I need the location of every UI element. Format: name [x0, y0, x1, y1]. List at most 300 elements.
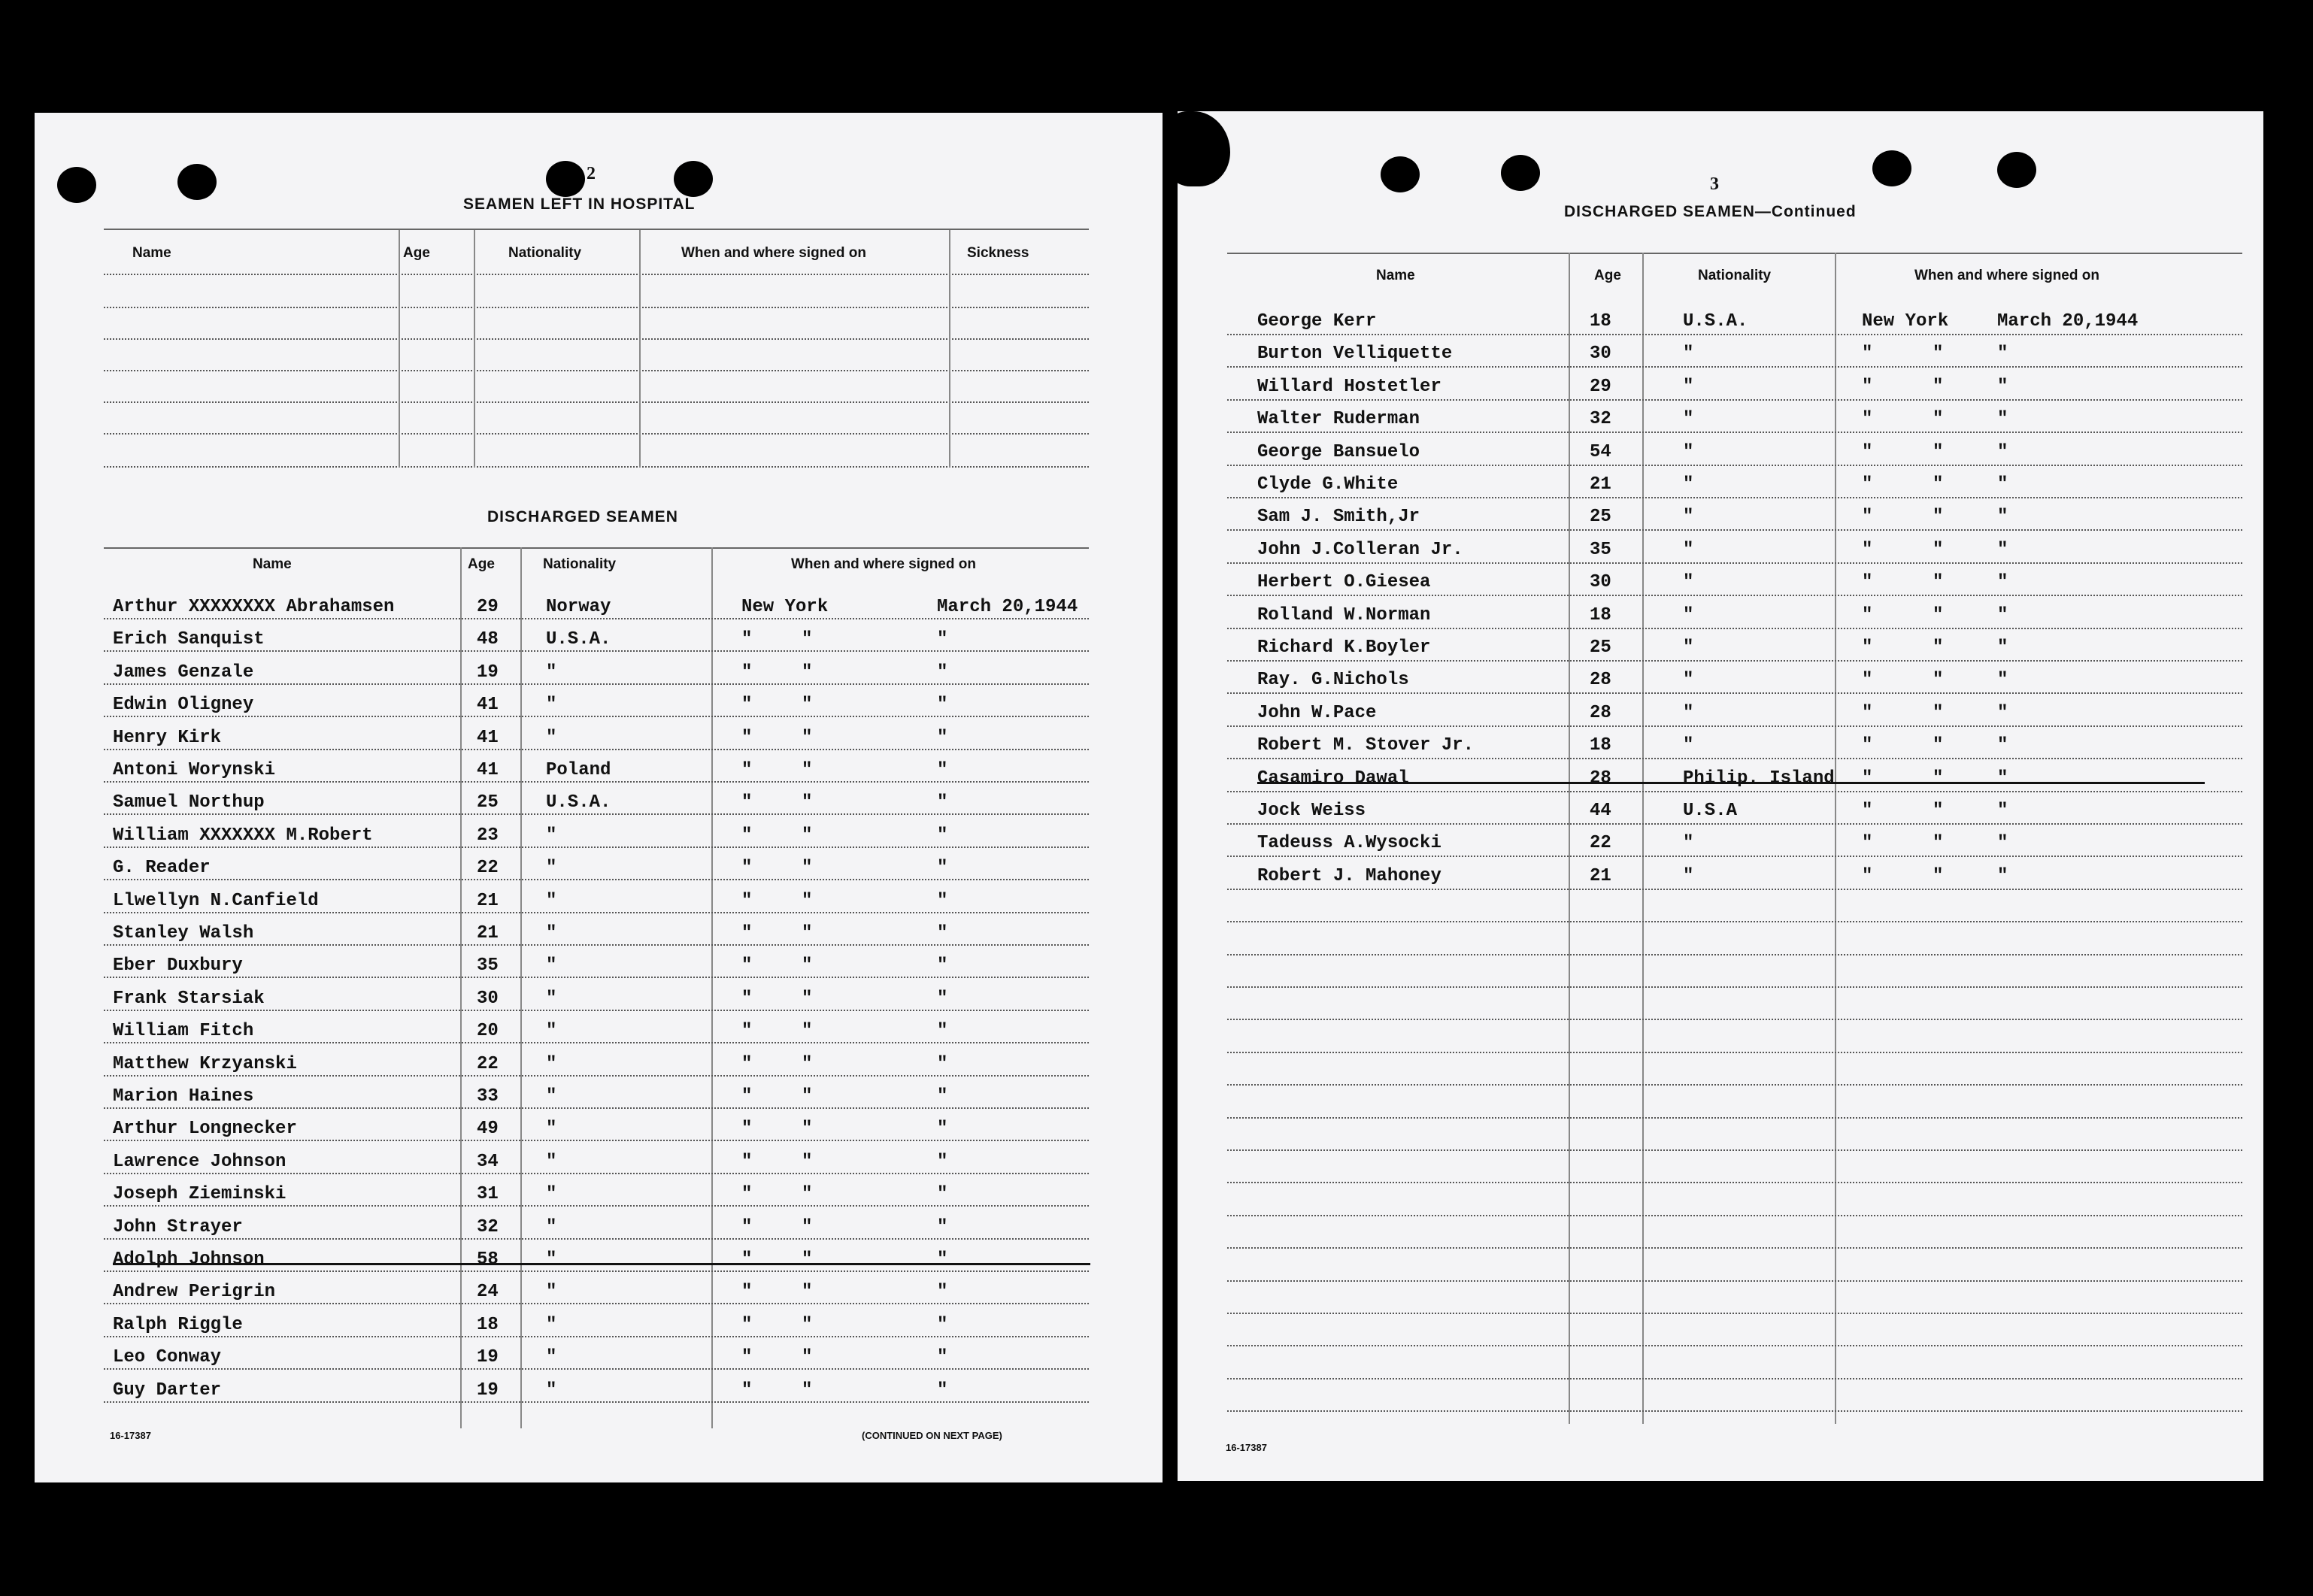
- seaman-nationality: U.S.A.: [1683, 311, 1748, 332]
- signed-on-place: ": [1862, 865, 1873, 886]
- seaman-nationality: ": [546, 662, 557, 683]
- table-rule: [104, 338, 1089, 340]
- seaman-name: Matthew Krzyanski: [113, 1053, 297, 1074]
- seaman-name: Jock Weiss: [1257, 801, 1366, 821]
- punch-hole: [57, 167, 96, 203]
- seaman-nationality: ": [546, 1216, 557, 1237]
- table-row: [1178, 308, 2242, 341]
- signed-on-date: ": [1997, 409, 2008, 430]
- signed-on-date: ": [1997, 768, 2008, 789]
- signed-on-place: ": [741, 988, 753, 1009]
- seaman-nationality: ": [1683, 637, 1694, 658]
- table-row: [35, 1149, 1089, 1182]
- table-row: [35, 757, 1089, 790]
- table-row: [1178, 439, 2242, 472]
- signed-on-place-ditto: ": [802, 858, 813, 879]
- discharged-continued-title: DISCHARGED SEAMEN—Continued: [1564, 203, 1857, 220]
- signed-on-date: ": [937, 1053, 948, 1074]
- column-divider: [474, 230, 475, 468]
- seaman-age: 19: [477, 662, 499, 683]
- table-row: [1178, 830, 2242, 863]
- seaman-nationality: ": [546, 955, 557, 977]
- table-row: [35, 1246, 1089, 1280]
- form-code: 16-17387: [110, 1430, 151, 1441]
- signed-on-place-ditto: ": [802, 1216, 813, 1237]
- seaman-name: Ray. G.Nichols: [1257, 670, 1409, 691]
- seaman-age: 58: [477, 1249, 499, 1270]
- seaman-name: Tadeuss A.Wysocki: [1257, 833, 1441, 854]
- table-row: [1178, 634, 2242, 668]
- seaman-name: Burton Velliquette: [1257, 344, 1453, 365]
- signed-on-place: ": [741, 695, 753, 716]
- seaman-nationality: ": [546, 1119, 557, 1140]
- signed-on-place-ditto: ": [1933, 441, 1944, 462]
- seaman-age: 54: [1590, 441, 1611, 462]
- seaman-age: 28: [1590, 670, 1611, 691]
- seaman-name: Llwellyn N.Canfield: [113, 890, 319, 911]
- table-rule: [104, 547, 1089, 549]
- punch-hole: [1872, 150, 1911, 186]
- signed-on-place: ": [741, 727, 753, 748]
- signed-on-place-ditto: ": [802, 760, 813, 780]
- signed-on-date: ": [937, 1249, 948, 1270]
- signed-on-date: ": [1997, 833, 2008, 854]
- signed-on-date: ": [937, 662, 948, 683]
- table-rule: [1227, 954, 2242, 955]
- signed-on-date: ": [937, 1086, 948, 1107]
- signed-on-place-ditto: ": [1933, 344, 1944, 365]
- table-row: [35, 1181, 1089, 1214]
- seaman-nationality: U.S.A.: [546, 792, 611, 813]
- table-row: [35, 626, 1089, 659]
- table-rule: [1227, 1410, 2242, 1412]
- seaman-name: James Genzale: [113, 662, 254, 683]
- seaman-nationality: ": [1683, 344, 1694, 365]
- seaman-name: Sam J. Smith,Jr: [1257, 507, 1420, 528]
- signed-on-place: ": [1862, 344, 1873, 365]
- signed-on-date: ": [937, 792, 948, 813]
- seaman-age: 30: [1590, 572, 1611, 593]
- signed-on-date: ": [937, 858, 948, 879]
- punch-hole: [546, 161, 585, 197]
- signed-on-place: ": [741, 1216, 753, 1237]
- signed-on-place: ": [741, 1314, 753, 1335]
- signed-on-date: ": [1997, 865, 2008, 886]
- seaman-name: Samuel Northup: [113, 792, 265, 813]
- seaman-name: G. Reader: [113, 858, 211, 879]
- signed-on-place-ditto: ": [1933, 507, 1944, 528]
- signed-on-place-ditto: ": [802, 629, 813, 650]
- seaman-name: Frank Starsiak: [113, 988, 265, 1009]
- seaman-age: 32: [477, 1216, 499, 1237]
- table-row: [35, 692, 1089, 725]
- seaman-nationality: ": [546, 923, 557, 943]
- signed-on-place: ": [741, 760, 753, 780]
- hospital-header-nationality: Nationality: [508, 245, 582, 261]
- seaman-age: 25: [1590, 507, 1611, 528]
- signed-on-place-ditto: ": [802, 1184, 813, 1205]
- table-row: [35, 659, 1089, 692]
- seaman-nationality: ": [546, 890, 557, 911]
- table-row: [35, 1214, 1089, 1247]
- signed-on-place: ": [741, 1119, 753, 1140]
- signed-on-place-ditto: ": [802, 923, 813, 943]
- table-rule: [1227, 1117, 2242, 1119]
- table-row: [35, 1344, 1089, 1377]
- seaman-age: 35: [477, 955, 499, 977]
- signed-on-place: New York: [741, 597, 829, 617]
- table-rule: [1227, 1247, 2242, 1249]
- seaman-name: Arthur Longnecker: [113, 1119, 297, 1140]
- seaman-name: Ralph Riggle: [113, 1314, 243, 1335]
- page-number: 2: [587, 164, 596, 183]
- seaman-age: 25: [1590, 637, 1611, 658]
- seaman-name: Casamiro Dawal: [1257, 768, 1409, 789]
- table-rule: [1227, 1215, 2242, 1216]
- signed-on-place: ": [741, 1184, 753, 1205]
- seaman-age: 19: [477, 1347, 499, 1368]
- signed-on-place-ditto: ": [1933, 637, 1944, 658]
- signed-on-place-ditto: ": [1933, 539, 1944, 560]
- table-row: [1178, 732, 2242, 765]
- signed-on-place-ditto: ": [802, 1347, 813, 1368]
- signed-on-place-ditto: ": [1933, 865, 1944, 886]
- seaman-age: 48: [477, 629, 499, 650]
- signed-on-place-ditto: ": [802, 1282, 813, 1303]
- table-row: [35, 952, 1089, 986]
- table-row: [35, 888, 1089, 921]
- signed-on-place: ": [1862, 409, 1873, 430]
- column-header-nationality: Nationality: [1698, 268, 1772, 283]
- signed-on-place-ditto: ": [1933, 572, 1944, 593]
- table-row: [1178, 341, 2242, 374]
- table-row: [35, 789, 1089, 822]
- seaman-nationality: U.S.A: [1683, 801, 1738, 821]
- signed-on-place: ": [741, 890, 753, 911]
- seaman-name: Arthur XXXXXXXX Abrahamsen: [113, 597, 395, 617]
- table-rule: [1227, 1345, 2242, 1346]
- seaman-name: Antoni Worynski: [113, 760, 276, 780]
- signed-on-place: ": [1862, 572, 1873, 593]
- signed-on-place: ": [1862, 441, 1873, 462]
- signed-on-place: ": [741, 662, 753, 683]
- seaman-age: 49: [477, 1119, 499, 1140]
- seaman-nationality: ": [546, 1151, 557, 1172]
- seaman-name: William Fitch: [113, 1021, 254, 1042]
- table-row: [35, 855, 1089, 888]
- table-row: [35, 920, 1089, 953]
- seaman-age: 28: [1590, 768, 1611, 789]
- signed-on-date: ": [1997, 801, 2008, 821]
- signed-on-place: ": [1862, 833, 1873, 854]
- seaman-nationality: ": [1683, 735, 1694, 756]
- seaman-nationality: ": [546, 1086, 557, 1107]
- seaman-nationality: ": [1683, 474, 1694, 495]
- table-rule: [1227, 1280, 2242, 1282]
- seaman-name: Henry Kirk: [113, 727, 222, 748]
- table-rule: [1227, 253, 2242, 254]
- seaman-nationality: ": [1683, 833, 1694, 854]
- column-header-age: Age: [468, 556, 495, 572]
- seaman-age: 44: [1590, 801, 1611, 821]
- table-rule: [1227, 1378, 2242, 1379]
- seaman-name: Edwin Oligney: [113, 695, 254, 716]
- seaman-age: 35: [1590, 539, 1611, 560]
- seaman-name: Robert M. Stover Jr.: [1257, 735, 1475, 756]
- signed-on-place-ditto: ": [802, 662, 813, 683]
- table-row: [1178, 374, 2242, 407]
- signed-on-place-ditto: ": [1933, 833, 1944, 854]
- signed-on-date: ": [937, 1184, 948, 1205]
- signed-on-date: ": [1997, 735, 2008, 756]
- signed-on-place-ditto: ": [802, 695, 813, 716]
- seaman-name: Eber Duxbury: [113, 955, 243, 977]
- seaman-age: 30: [1590, 344, 1611, 365]
- seaman-nationality: ": [546, 858, 557, 879]
- signed-on-place-ditto: ": [1933, 735, 1944, 756]
- signed-on-date: ": [937, 695, 948, 716]
- signed-on-place: ": [1862, 539, 1873, 560]
- signed-on-date: ": [937, 1216, 948, 1237]
- signed-on-date: ": [937, 760, 948, 780]
- signed-on-place: ": [741, 629, 753, 650]
- signed-on-date: ": [937, 1282, 948, 1303]
- signed-on-date: ": [1997, 604, 2008, 625]
- seaman-nationality: ": [546, 1053, 557, 1074]
- page-number: 3: [1710, 174, 1719, 194]
- signed-on-date: ": [1997, 539, 2008, 560]
- signed-on-place-ditto: ": [802, 1249, 813, 1270]
- signed-on-date: ": [937, 988, 948, 1009]
- table-row: [35, 1279, 1089, 1312]
- seaman-nationality: ": [546, 1282, 557, 1303]
- seaman-name: Clyde G.White: [1257, 474, 1399, 495]
- column-header-name: Name: [1376, 268, 1415, 283]
- table-row: [1178, 798, 2242, 831]
- seaman-age: 21: [1590, 474, 1611, 495]
- seaman-name: Herbert O.Giesea: [1257, 572, 1431, 593]
- table-rule: [104, 370, 1089, 371]
- signed-on-date: ": [937, 1314, 948, 1335]
- signed-on-date: ": [937, 629, 948, 650]
- table-rule: [104, 466, 1089, 468]
- column-header-age: Age: [1594, 268, 1621, 283]
- column-header-when-and-where-signed-on: When and where signed on: [791, 556, 976, 572]
- left-page: [35, 113, 1163, 1482]
- strikethrough-line: [113, 1263, 1090, 1265]
- punch-hole: [1381, 156, 1420, 192]
- table-row: [1178, 537, 2242, 570]
- signed-on-date: ": [1997, 637, 2008, 658]
- seaman-nationality: ": [546, 1314, 557, 1335]
- signed-on-date: ": [1997, 376, 2008, 397]
- column-divider: [949, 230, 950, 468]
- table-row: [1178, 504, 2242, 537]
- signed-on-place: ": [1862, 376, 1873, 397]
- seaman-nationality: ": [546, 695, 557, 716]
- signed-on-place-ditto: ": [1933, 474, 1944, 495]
- signed-on-place-ditto: ": [1933, 768, 1944, 789]
- seaman-nationality: U.S.A.: [546, 629, 611, 650]
- table-row: [1178, 667, 2242, 700]
- signed-on-place-ditto: ": [1933, 702, 1944, 723]
- seaman-name: John J.Colleran Jr.: [1257, 539, 1463, 560]
- strikethrough-line: [1257, 782, 2205, 784]
- signed-on-date: ": [1997, 702, 2008, 723]
- signed-on-place: ": [1862, 637, 1873, 658]
- signed-on-date: ": [937, 727, 948, 748]
- table-row: [35, 594, 1089, 627]
- table-rule: [1227, 1052, 2242, 1053]
- seaman-age: 18: [1590, 311, 1611, 332]
- seaman-nationality: ": [1683, 604, 1694, 625]
- right-page: [1178, 111, 2263, 1481]
- seaman-age: 22: [477, 858, 499, 879]
- seaman-name: Andrew Perigrin: [113, 1282, 276, 1303]
- signed-on-date: ": [937, 825, 948, 846]
- table-row: [35, 1377, 1089, 1410]
- signed-on-place: ": [741, 923, 753, 943]
- signed-on-place-ditto: ": [1933, 376, 1944, 397]
- signed-on-date: ": [1997, 507, 2008, 528]
- signed-on-place-ditto: ": [802, 792, 813, 813]
- seaman-age: 28: [1590, 702, 1611, 723]
- signed-on-date: ": [937, 1151, 948, 1172]
- table-row: [35, 822, 1089, 856]
- seaman-age: 25: [477, 792, 499, 813]
- table-rule: [104, 401, 1089, 403]
- seaman-nationality: ": [1683, 409, 1694, 430]
- seaman-nationality: ": [546, 1021, 557, 1042]
- form-code: 16-17387: [1226, 1442, 1267, 1453]
- signed-on-place: ": [1862, 507, 1873, 528]
- table-row: [1178, 471, 2242, 504]
- seaman-name: Lawrence Johnson: [113, 1151, 286, 1172]
- table-row: [1178, 765, 2242, 798]
- table-rule: [104, 307, 1089, 308]
- punch-hole: [1501, 155, 1540, 191]
- seaman-name: Robert J. Mahoney: [1257, 865, 1441, 886]
- table-row: [1178, 863, 2242, 896]
- column-divider: [639, 230, 641, 468]
- seaman-nationality: ": [546, 1379, 557, 1401]
- table-row: [35, 1312, 1089, 1345]
- seaman-nationality: ": [546, 1184, 557, 1205]
- signed-on-place: ": [741, 1021, 753, 1042]
- seaman-age: 31: [477, 1184, 499, 1205]
- seaman-nationality: ": [1683, 670, 1694, 691]
- signed-on-place: New York: [1862, 311, 1949, 332]
- seaman-name: William XXXXXXX M.Robert: [113, 825, 373, 846]
- signed-on-place-ditto: ": [802, 1314, 813, 1335]
- seaman-name: John W.Pace: [1257, 702, 1377, 723]
- seaman-name: Walter Ruderman: [1257, 409, 1420, 430]
- signed-on-place: ": [1862, 474, 1873, 495]
- table-row: [1178, 700, 2242, 733]
- seaman-name: George Kerr: [1257, 311, 1377, 332]
- hospital-header-sickness: Sickness: [967, 245, 1029, 261]
- signed-on-place-ditto: ": [802, 1021, 813, 1042]
- signed-on-date: ": [937, 1379, 948, 1401]
- signed-on-place-ditto: ": [802, 1151, 813, 1172]
- signed-on-place: ": [1862, 801, 1873, 821]
- signed-on-date: ": [1997, 441, 2008, 462]
- signed-on-date: ": [1997, 344, 2008, 365]
- signed-on-date: ": [937, 955, 948, 977]
- signed-on-place: ": [741, 1282, 753, 1303]
- seaman-age: 22: [477, 1053, 499, 1074]
- column-divider: [399, 230, 400, 468]
- seaman-nationality: ": [1683, 441, 1694, 462]
- signed-on-place: ": [741, 1379, 753, 1401]
- table-rule: [1227, 1313, 2242, 1314]
- seaman-name: Erich Sanquist: [113, 629, 265, 650]
- signed-on-place-ditto: ": [802, 825, 813, 846]
- signed-on-place: ": [741, 1151, 753, 1172]
- table-row: [35, 986, 1089, 1019]
- table-rule: [1227, 986, 2242, 988]
- signed-on-date: ": [1997, 670, 2008, 691]
- seaman-nationality: ": [546, 727, 557, 748]
- seaman-age: 41: [477, 760, 499, 780]
- column-header-nationality: Nationality: [543, 556, 617, 572]
- signed-on-place-ditto: ": [1933, 801, 1944, 821]
- seaman-nationality: Poland: [546, 760, 611, 780]
- seaman-name: Richard K.Boyler: [1257, 637, 1431, 658]
- signed-on-date: ": [937, 923, 948, 943]
- seaman-nationality: ": [1683, 702, 1694, 723]
- discharged-section-title: DISCHARGED SEAMEN: [487, 508, 678, 525]
- punch-hole: [1997, 152, 2036, 188]
- seaman-name: Stanley Walsh: [113, 923, 254, 943]
- seaman-nationality: ": [1683, 376, 1694, 397]
- table-rule: [1227, 1149, 2242, 1151]
- seaman-age: 21: [477, 890, 499, 911]
- punch-hole: [177, 164, 217, 200]
- seaman-name: Guy Darter: [113, 1379, 222, 1401]
- seaman-age: 33: [477, 1086, 499, 1107]
- seaman-nationality: Norway: [546, 597, 611, 617]
- signed-on-date: ": [1997, 572, 2008, 593]
- continued-note: (CONTINUED ON NEXT PAGE): [862, 1430, 1002, 1441]
- column-header-when-and-where-signed-on: When and where signed on: [1914, 268, 2099, 283]
- table-row: [1178, 406, 2242, 439]
- table-rule: [1227, 1019, 2242, 1020]
- seaman-age: 23: [477, 825, 499, 846]
- signed-on-place: ": [741, 1086, 753, 1107]
- signed-on-date: March 20,1944: [1997, 311, 2139, 332]
- signed-on-place: ": [1862, 604, 1873, 625]
- signed-on-place-ditto: ": [802, 988, 813, 1009]
- seaman-age: 24: [477, 1282, 499, 1303]
- signed-on-place: ": [741, 825, 753, 846]
- signed-on-place: ": [1862, 768, 1873, 789]
- torn-edge: [1163, 111, 1230, 186]
- signed-on-place-ditto: ": [1933, 409, 1944, 430]
- signed-on-place: ": [741, 1053, 753, 1074]
- table-row: [35, 1051, 1089, 1084]
- table-rule: [1227, 1182, 2242, 1183]
- seaman-age: 30: [477, 988, 499, 1009]
- seaman-nationality: ": [546, 1347, 557, 1368]
- signed-on-place: ": [741, 1249, 753, 1270]
- punch-hole: [674, 161, 713, 197]
- table-row: [35, 725, 1089, 758]
- seaman-name: Rolland W.Norman: [1257, 604, 1431, 625]
- table-row: [1178, 602, 2242, 635]
- signed-on-place-ditto: ": [802, 1379, 813, 1401]
- table-rule: [104, 229, 1089, 230]
